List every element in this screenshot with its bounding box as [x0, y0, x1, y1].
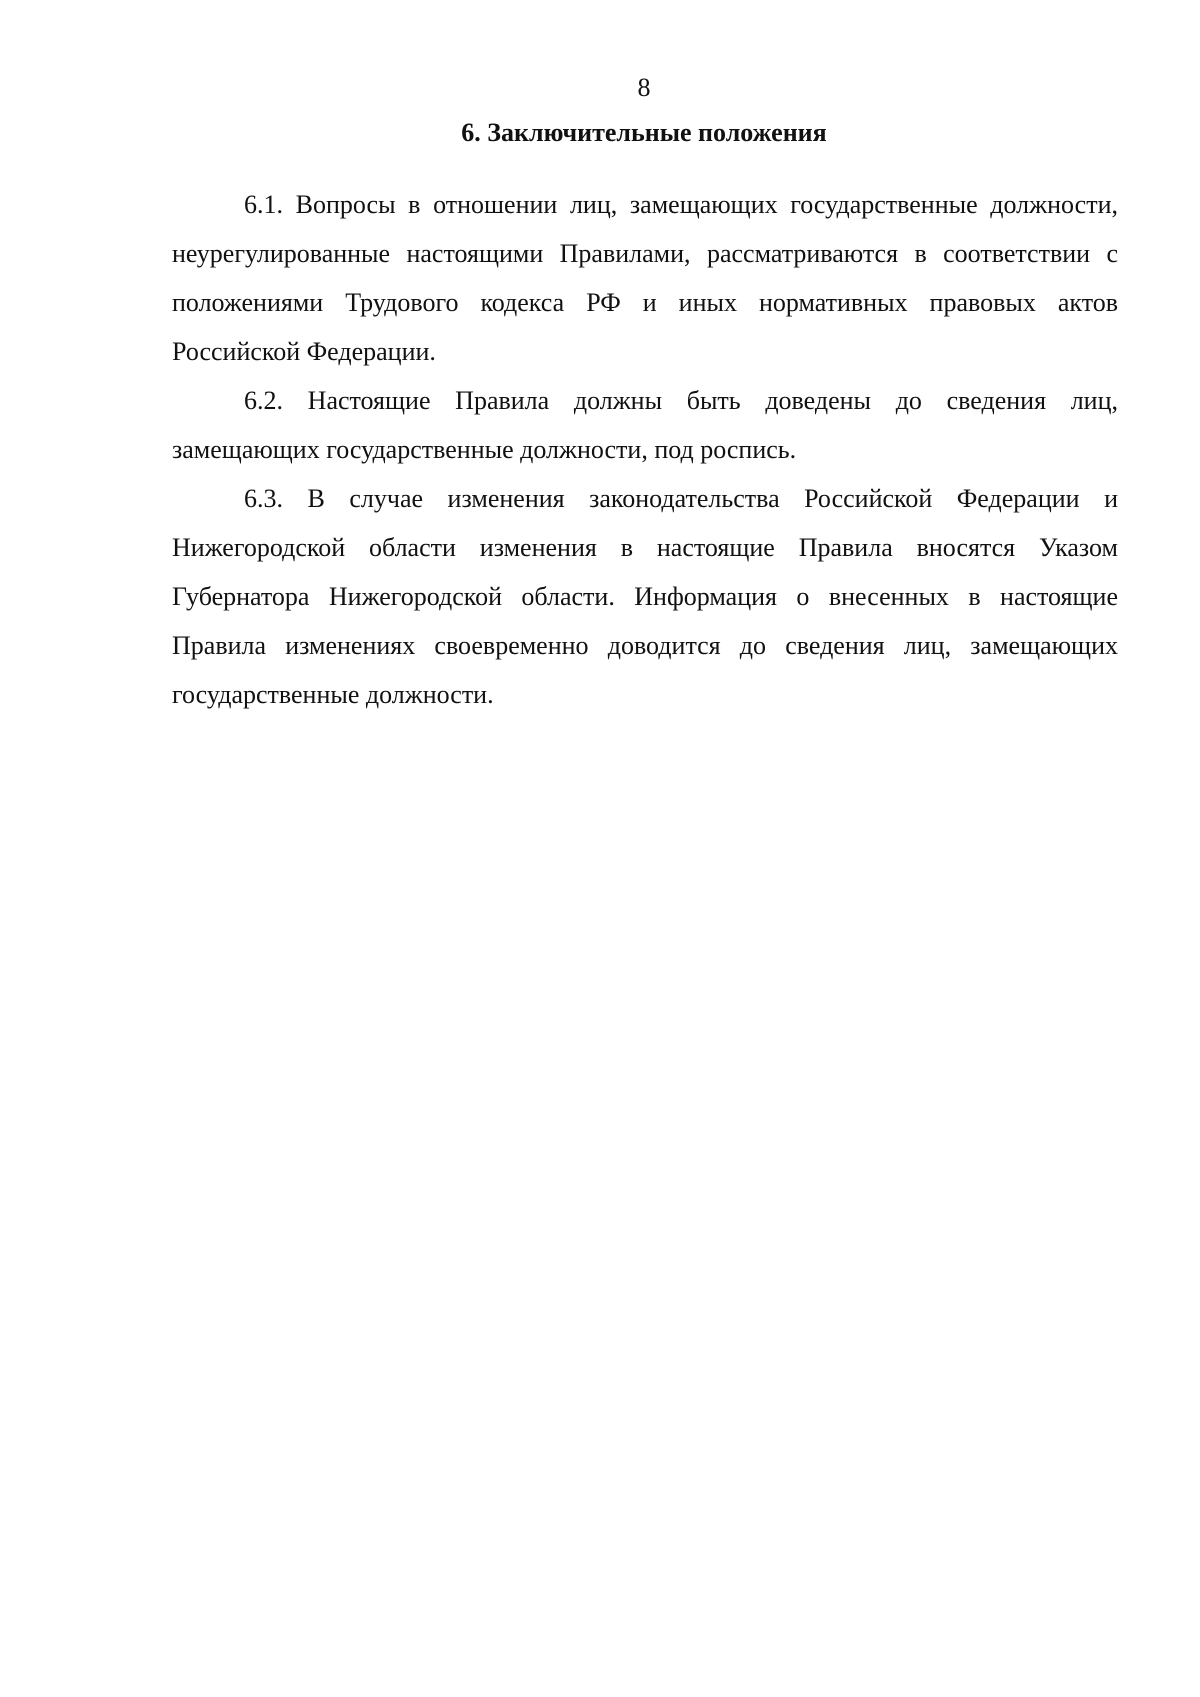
paragraph-6-2: 6.2. Настоящие Правила должны быть доведены до сведения лиц, замещающих государственные должности, под роспись. [172, 386, 1118, 464]
paragraph-6-3: 6.3. В случае изменения законодательства Российской Федерации и Нижегородской области изменения в настоящие Правила вносятся Указом Губернатора Нижегородской области. Информация о внесенных в настоящие Правила изменениях своевременно доводится до сведения лиц, замещающих государственные должности. [172, 484, 1118, 709]
document-body [172, 180, 1118, 719]
page-number: 8 [637, 73, 651, 102]
paragraph-6-1: 6.1. Вопросы в отношении лиц, замещающих государственные должности, неурегулированные настоящими Правилами, рассматриваются в соответствии с положениями Трудового кодекса РФ и иных нормативных правовых актов Российской Федерации. [172, 190, 1118, 366]
section-title: 6. Заключительные положения [461, 118, 827, 147]
